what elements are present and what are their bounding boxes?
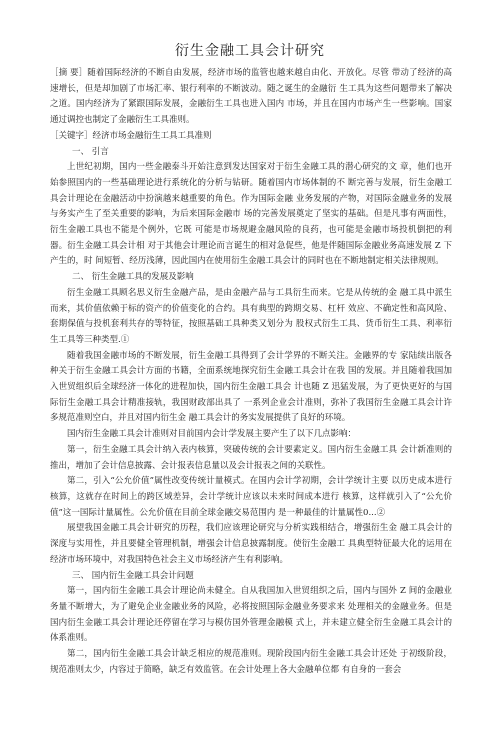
body-paragraph: 随着我国金融市场的不断发展，衍生金融工具得到了会计学界的不断关注。金融界的专 家陆续出版各种关于衍生金融工具会计方面的书籍，全面系统地探究衍生金融工具会计在我 国的发展。并且随着我国加入世贸组织后全球经济一体化的进程加快，国内衍生金融工具会 计也随 Z 迅猛发展，为了更快更好的与国际衍生金融工具会计精准接轨，我国财政部出具了 一系列企业会计准则，弥补了我国衍生金融工具会计许多规范准则空白，并且对国内衍生金 融工具会计的务实发展提供了良好的环境。 xyxy=(50,350,452,424)
document-title: 衍生金融工具会计研究 xyxy=(175,43,325,59)
section-heading-introduction: 一、 引言 xyxy=(72,146,109,157)
body-paragraph: 第二，引入“公允价值”属性改变传统计量模式。在国内会计学初期，会计学统计主要 以历史成本进行核算，这就存在时间上的跨区域差异，会计学统计应该以未来时间成本进行 核算，这样就引入了“公允价值”这一国际计量属性。公允价值在目前全球金融交易范围内 是一种最佳的计量属性0...② xyxy=(50,476,452,518)
body-paragraph: 衍生金融工具顾名思义衍生金融产品，是由金融产品与工具衍生而来。它是从传统的金 融工具中派生而来，其价值依赖于标的资产的价值变化的合约。具有典型的跨期交易、杠杆 效应、不确定性和高风险、套期保值与投机套利共存的等特征，按照基础工具种类又划分为 股权式衍生工具、货币衍生工具、利率衍生工具等三种类型.① xyxy=(50,287,452,345)
body-paragraph: 第一，国内衍生金融工具会计理论尚未健全。自从我国加入世贸组织之后，国内与国外 Z 间的金融业务量不断增大，为了避免企业金融业务的风险，必将按照国际金融业务要求来 处理相关的金融业务。但是国内衍生金融工具会计理论还停留在学习与模仿国外管理金融模 式上，并未建立健全衍生金融工具会计的体系准则。 xyxy=(50,586,452,644)
body-paragraph: 国内衍生金融工具会计准则对目前国内会计学发展主要产生了以下几点影响： xyxy=(67,429,357,440)
body-paragraph: 第一，衍生金融工具会计纳入表内核算，突破传统的会计要素定义。国内衍生金融工具 会计新准则的推出，增加了会计信息披露、会计报表信息量以及会计报表之间的关联性。 xyxy=(50,444,452,471)
body-paragraph: 第二，国内衍生金融工具会计缺乏相应的规范准则。现阶段国内衍生金融工具会计还处 于初级阶段，规范准则太少，内容过于简略，缺乏有效监管。在会计处理上各大金融单位都 有自身的一套会 xyxy=(50,649,452,675)
body-paragraph: 展望我国金融工具会计研究的历程，我们应该理论研究与分析实践相结合，增强衍生金 融工具会计的深度与实用性，并且要健全管理机制，增强会计信息披露制度。使衍生金融工 具典型特征最大化的运用在经济市场环境中，对我国特色社会主义市场经济产生有利影响。 xyxy=(50,523,452,565)
body-paragraph: 上世纪初期，国内一些金融泰斗开始注意到发达国家对于衍生金融工具的潜心研究的文 章，他们也开始参照国内的一些基础理论进行系统化的分析与钻研。随着国内市场体制的不 断完善与发展，衍生金融工具会计理论在金融活动中扮演越来越重要的角色。作为国际金融 业务发展的产物，对国际金融业务的发展与务实产生了至关重要的影响，为后来国际金融市 场的完善发展奠定了坚实的基础。但是凡事有两面性，衍生金融工具也不能是个例外，它既 可能是市场规避金融风险的良药，也可能是金融市场投机倒把的利器。衍生金融工具会计相 对于其他会计理论而言诞生的相对急促些，他是伴随国际金融业务高速发展 Z 下产生的，时 间短暂、经历浅薄，因此国内在使用衍生金融工具会计的同时也在不断地制定相关法律规则。 xyxy=(50,162,452,267)
document-body xyxy=(50,66,452,678)
section-heading-development: 二、 衍生金融工具的发展及影响 xyxy=(72,272,194,283)
keywords-paragraph: ［关键字］经济市场金融衍生工具工具准则 xyxy=(50,130,212,141)
abstract-paragraph: ［摘 要］随着国际经济的不断自由发展，经济市场的监管也越来越自由化、开放化。尽管 带动了经济的高速增长，但是却加剧了市场汇率、银行利率的不断波动。随之诞生的金融衍 生工具为这些问题带来了解决之道。国内经济为了紧跟国际发展，金融衍生工具也进入国内 市场，并且在国内市场产生一些影响。国家通过调控也制定了金融衍生工具准则。 xyxy=(50,68,452,126)
section-heading-problems: 三、 国内衍生金融工具会计问题 xyxy=(72,570,194,581)
